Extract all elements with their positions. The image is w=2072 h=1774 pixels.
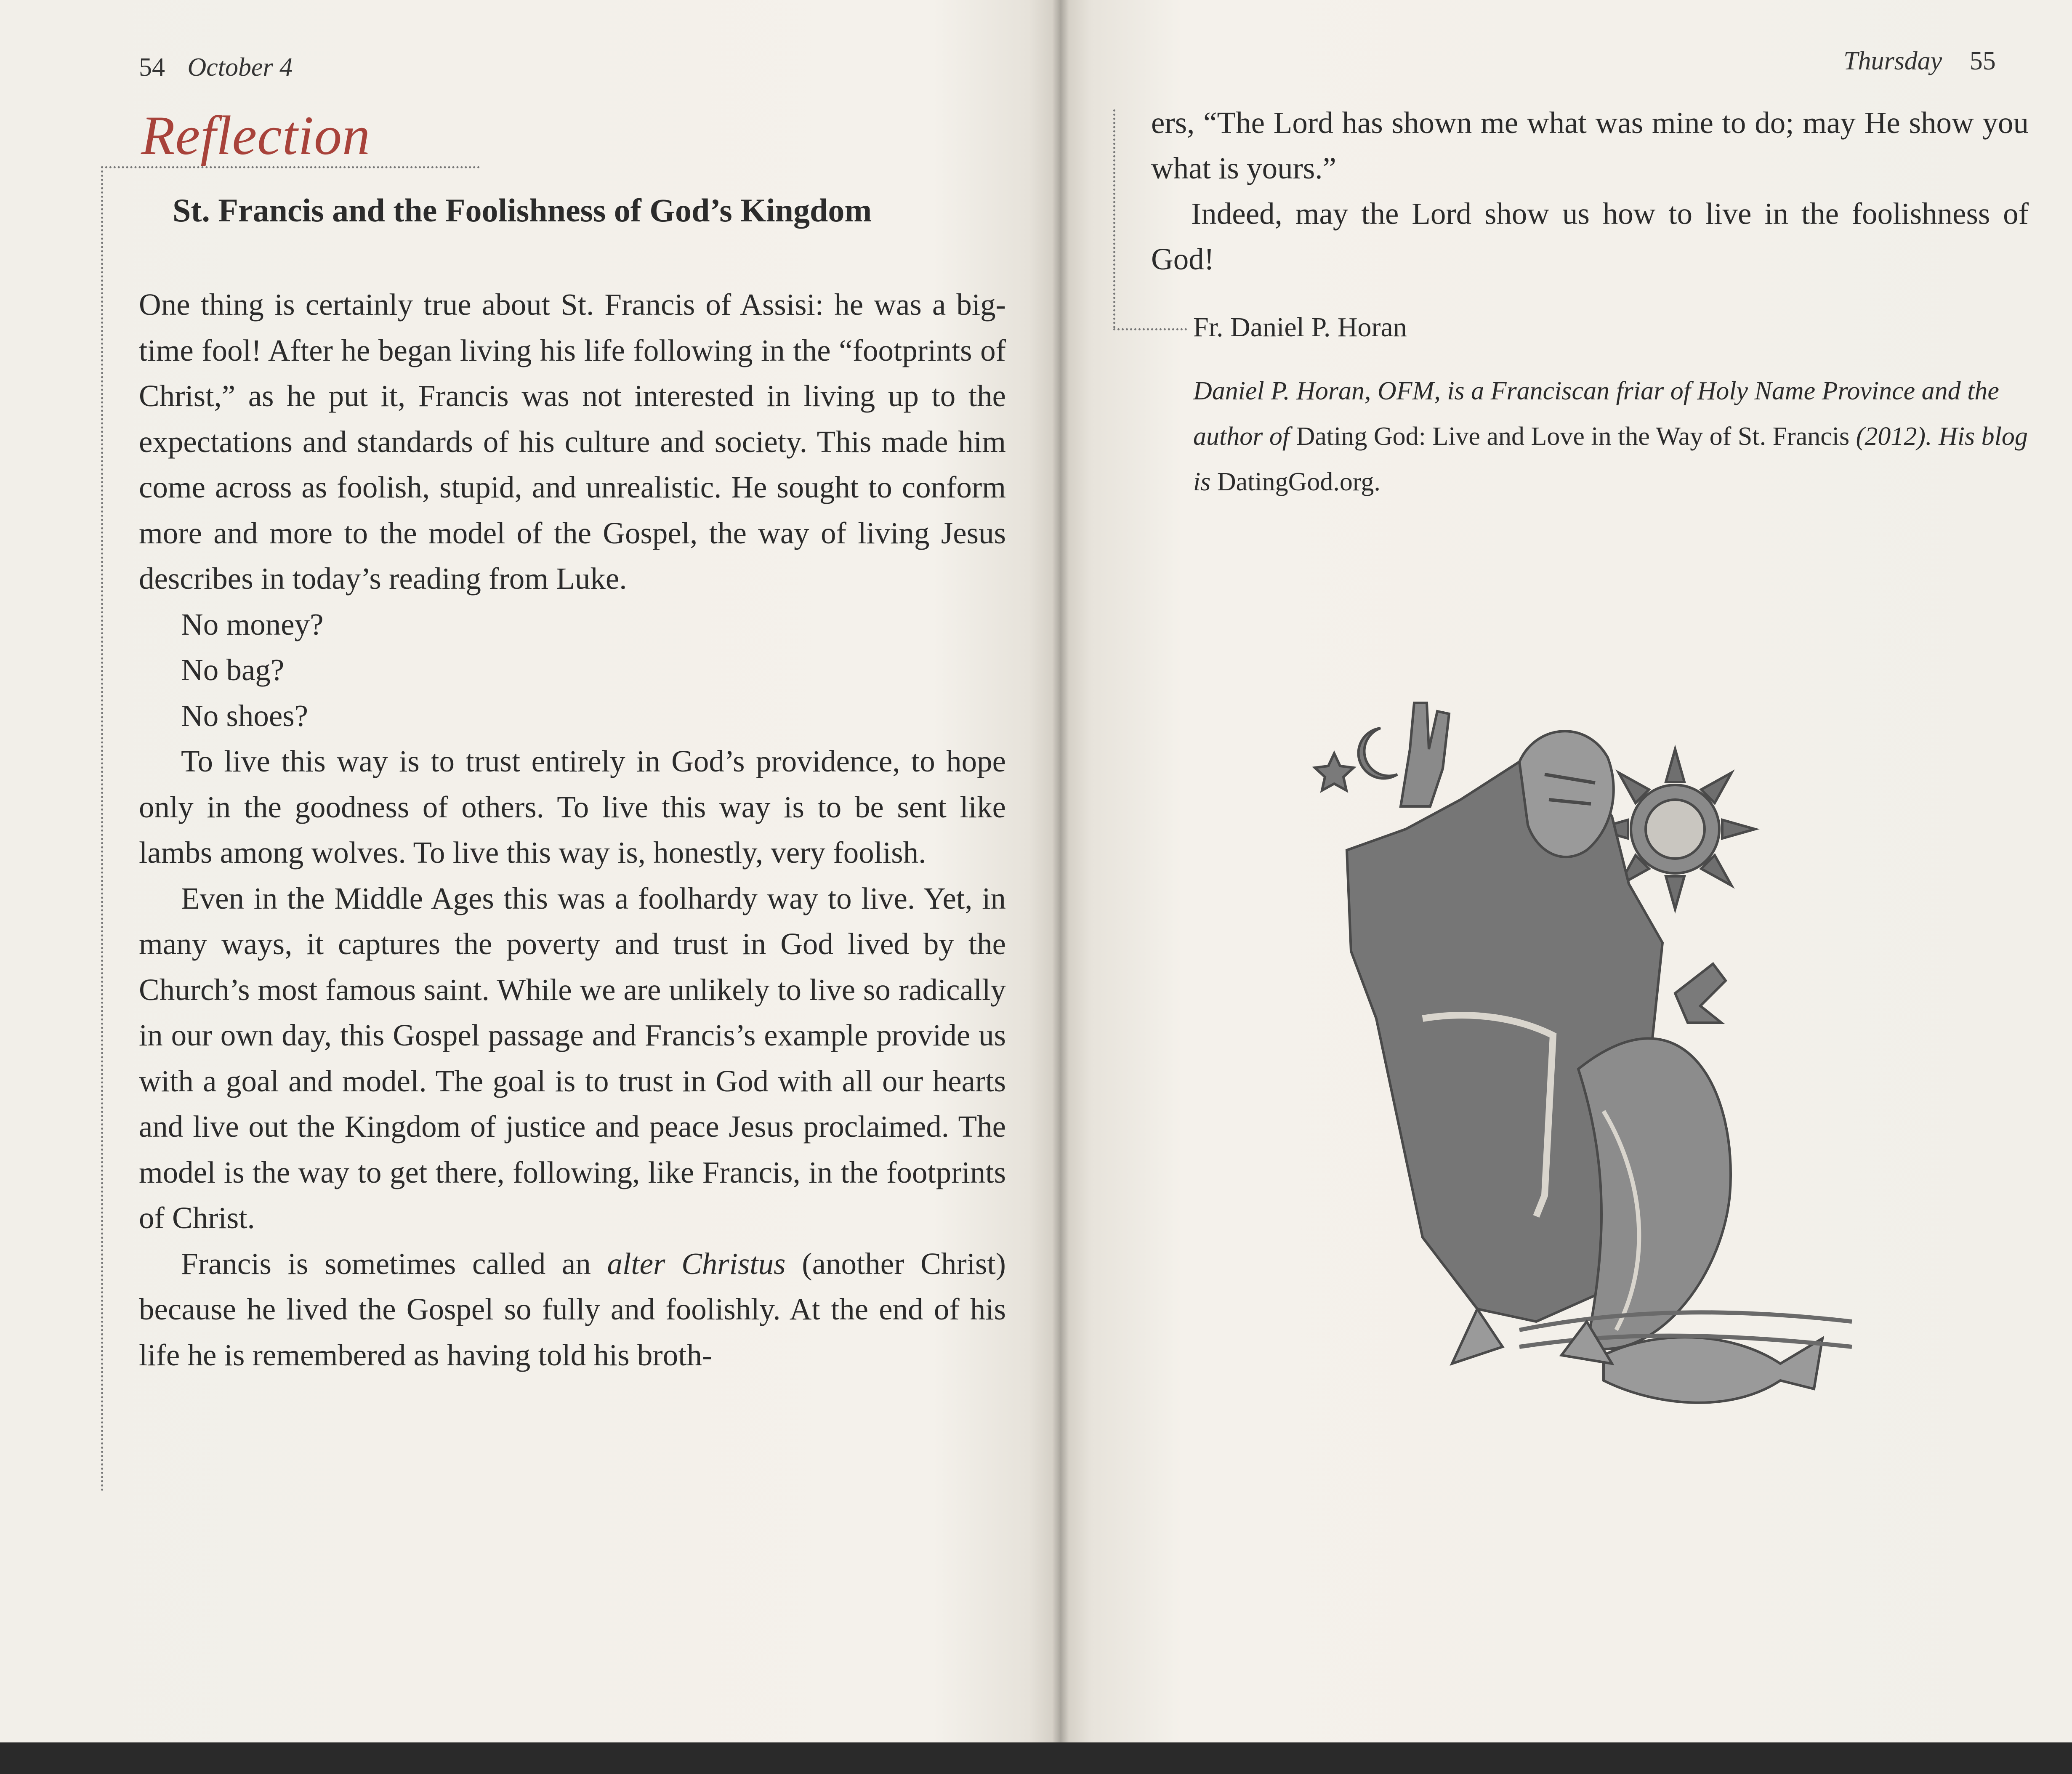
right-running-head: [1843, 46, 1996, 76]
reflection-body: [139, 282, 1006, 1378]
bio-text: (2012).: [1849, 422, 1939, 451]
latin-phrase: alter Christus: [607, 1246, 786, 1281]
body-paragraph: Indeed, may the Lord show us how to live in the foolishness of God!: [1151, 197, 2029, 276]
paragraph-text: Francis is sometimes called an: [181, 1246, 607, 1281]
star-icon: [1315, 753, 1354, 790]
running-head-day: Thursday: [1843, 47, 1942, 75]
left-running-head: [139, 53, 293, 82]
body-line: No money?: [181, 607, 324, 641]
body-line: No bag?: [181, 653, 285, 687]
reflection-subtitle: St. Francis and the Foolishness of God’s Kingdom: [173, 192, 872, 229]
body-paragraph: One thing is certainly true about St. Francis of Assisi: he was a big-time fool! After he began living his life following in the “footprints of Christ,” as he put it, Francis was not interested in living up to the expectations and standards of his culture and society. This made him come across as foolish, stupid, and unrealistic. He sought to conform more and more to the model of the Gospel, the way of living Jesus describes in today’s reading from Luke.: [139, 287, 1006, 596]
reflection-body-continued: [1151, 100, 2029, 282]
reflection-heading: Reflection: [141, 104, 371, 166]
body-paragraph: Even in the Middle Ages this was a foolhardy way to live. Yet, in many ways, it captures the poverty and trust in God lived by the Church’s most famous saint. While we are unlikely to live so radically in our own day, this Gospel passage and Francis’s example provide us with a goal and model. The goal is to trust in God with all our hearts and live out the Kingdom of justice and peace Jesus proclaimed. The model is the way to get there, following, like Francis, in the footprints of Christ.: [139, 881, 1006, 1235]
bio-text: Daniel P. Horan, OFM, is a Franciscan friar of Holy Name Province and the author of: [1193, 377, 1999, 451]
book-gutter: [1052, 0, 1069, 1742]
fish-icon: [1604, 1337, 1822, 1403]
bird-icon: [1675, 964, 1726, 1023]
paragraph-text: (another Christ) because he lived the Gospel so fully and foolishly. At the end of his life he is remembered as having told his broth-: [139, 1246, 1006, 1372]
left-page-number: 54: [139, 53, 165, 82]
body-paragraph: To live this way is to trust entirely in God’s providence, to hope only in the goodness of others. To live this way is to be sent like lambs among wolves. To live this way is, honestly, very foolish.: [139, 744, 1006, 870]
right-page-number: 55: [1969, 47, 1996, 75]
head: [1519, 731, 1614, 857]
margin-rule: [101, 166, 103, 1492]
moon-icon: [1359, 728, 1397, 779]
author-bio: [1193, 368, 2031, 505]
book-title: Dating God: Live and Love in the Way of St. Francis: [1296, 422, 1850, 451]
heading-rule: [101, 166, 480, 168]
author-rule: [1113, 328, 1187, 330]
leaf: [1578, 1038, 1731, 1349]
body-paragraph: ers, “The Lord has shown me what was mine to do; may He show you what is yours.”: [1151, 106, 2029, 185]
body-line: No shoes?: [181, 698, 309, 733]
body-paragraph: [139, 1241, 1006, 1378]
author-signature: Fr. Daniel P. Horan: [1193, 312, 1407, 343]
blog-url: DatingGod.org.: [1217, 468, 1380, 496]
st-francis-illustration: [1284, 690, 1936, 1490]
bio-text: His blog is: [1193, 422, 2028, 496]
running-head-date: October 4: [187, 53, 293, 82]
right-margin-rule: [1113, 109, 1115, 328]
